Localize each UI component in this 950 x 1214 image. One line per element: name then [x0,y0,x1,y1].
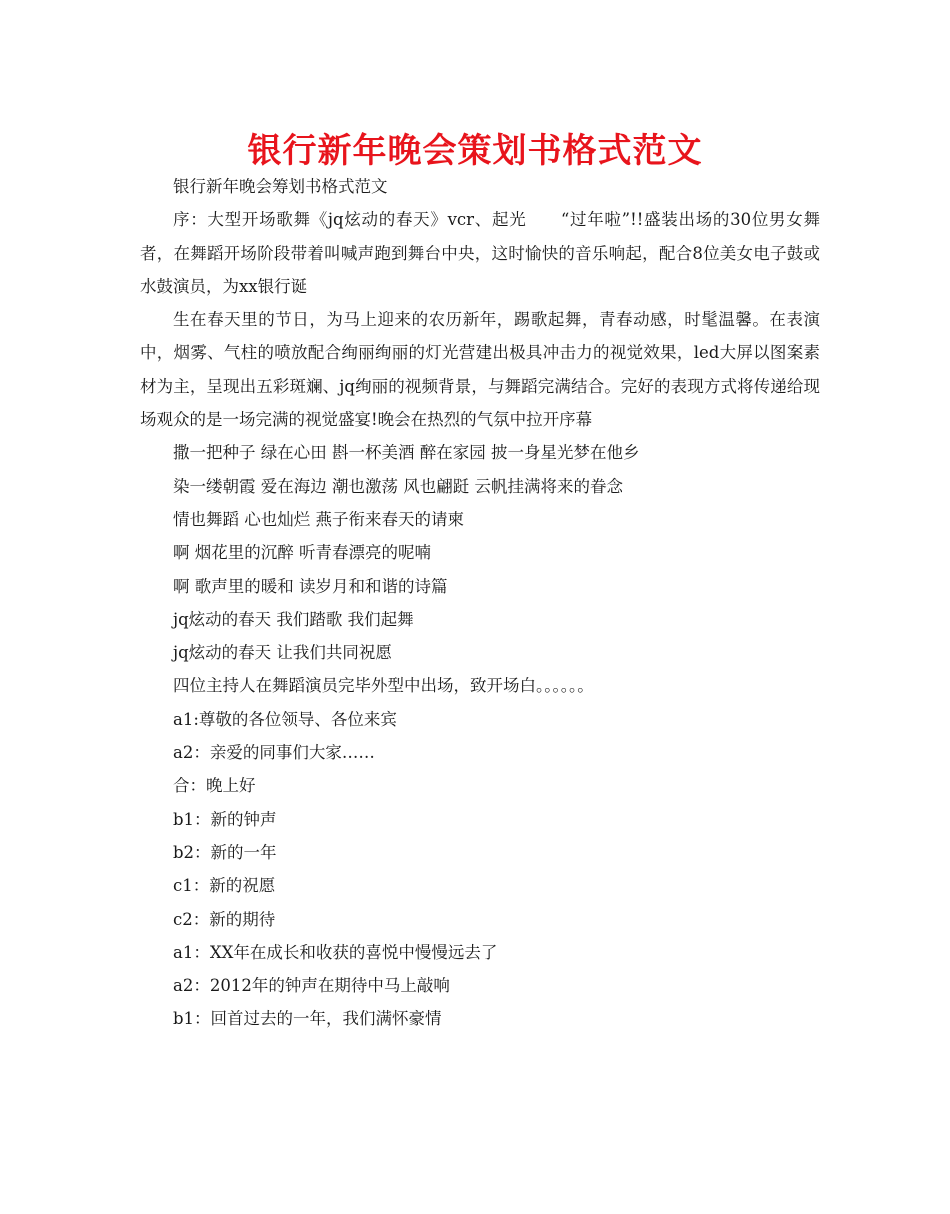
intro-paragraph: 序：大型开场歌舞《jq炫动的春天》vcr、起光 “过年啦”!!盛装出场的30位男女舞者，在舞蹈开场阶段带着叫喊声跑到舞台中央，这时愉快的音乐响起，配合8位美女电子鼓或水鼓演员，为xx银行诞 [140,210,820,296]
script-line: b1：新的钟声 [173,809,277,829]
lyric-line: jq炫动的春天 让我们共同祝愿 [173,643,392,663]
lyric-line: 染一缕朝霞 爱在海边 潮也激荡 风也翩跹 云帆挂满将来的眷念 [173,476,623,496]
script-line: a1：XX年在成长和收获的喜悦中慢慢远去了 [173,942,498,962]
script-line: b2：新的一年 [173,842,277,862]
description-paragraph: 生在春天里的节日，为马上迎来的农历新年，踢歌起舞，青春动感，时髦温馨。在表演中，烟雾、气柱的喷放配合绚丽绚丽的灯光营建出极具冲击力的视觉效果，led大屏以图案素材为主，呈现出五彩斑斓、jq绚丽的视频背景，与舞蹈完满结合。完好的表现方式将传递给现场观众的是一场完满的视觉盛宴!晚会在热烈的气氛中拉开序幕 [140,310,820,430]
script-line: 合：晚上好 [173,776,256,796]
script-line: a2：亲爱的同事们大家…… [173,743,375,763]
document-body [140,170,820,1036]
script-line: a2：2012年的钟声在期待中马上敲响 [173,976,450,996]
document-title: 银行新年晚会策划书格式范文 [247,131,703,171]
lyric-line: 啊 歌声里的暖和 读岁月和和谐的诗篇 [173,576,448,596]
script-line: a1:尊敬的各位领导、各位来宾 [173,709,397,729]
script-line: c1：新的祝愿 [173,876,276,896]
script-line: c2：新的期待 [173,909,276,929]
subtitle-paragraph: 银行新年晚会筹划书格式范文 [173,177,388,196]
lyric-line: 撒一把种子 绿在心田 斟一杯美酒 醉在家园 披一身星光梦在他乡 [173,443,640,463]
stage-direction-line: 四位主持人在舞蹈演员完毕外型中出场，致开场白。。。。。。 [173,676,594,696]
script-line: b1：回首过去的一年，我们满怀豪情 [173,1009,442,1029]
lyric-line: 啊 烟花里的沉醉 听青春漂亮的呢喃 [173,543,431,563]
lyric-line: 情也舞蹈 心也灿烂 燕子衔来春天的请柬 [173,509,464,529]
lyric-line: jq炫动的春天 我们踏歌 我们起舞 [173,609,414,629]
